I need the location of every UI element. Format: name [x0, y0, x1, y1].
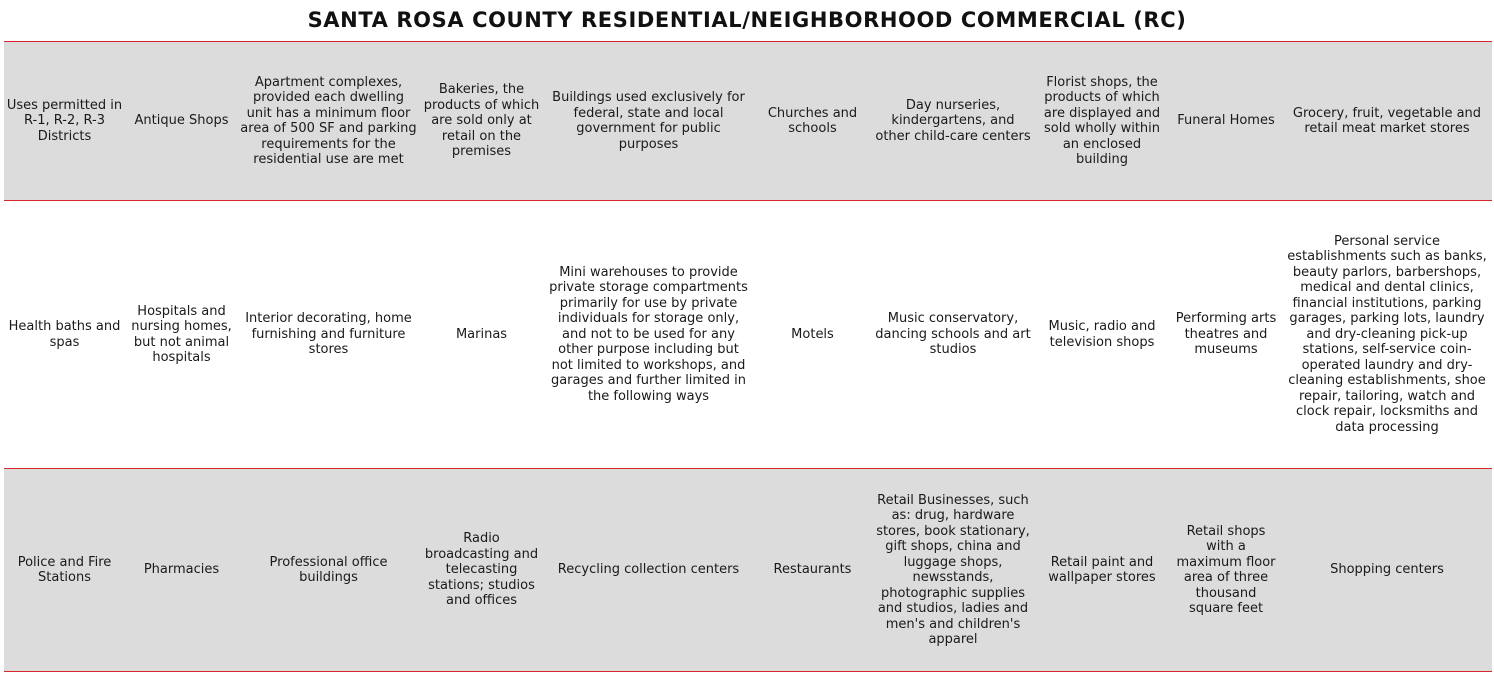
table-row: [4, 201, 1492, 469]
page-title: SANTA ROSA COUNTY RESIDENTIAL/NEIGHBORHOOD COMMERCIAL (RC): [307, 8, 1187, 32]
table-cell: Apartment complexes, provided each dwelling unit has a minimum floor area of 500 SF and parking requirements for the residential use are met: [238, 42, 419, 201]
table-cell: Funeral Homes: [1170, 42, 1282, 201]
table-cell: Mini warehouses to provide private storage compartments primarily for use by private individuals for storage only, and not to be used for any other purpose including but not limited to workshops, and garages and further limited in the following ways: [544, 201, 753, 469]
table-cell: Music, radio and television shops: [1034, 201, 1170, 469]
table-cell: Pharmacies: [125, 469, 238, 672]
table-cell: Grocery, fruit, vegetable and retail meat market stores: [1282, 42, 1492, 201]
table-cell: Day nurseries, kindergartens, and other child-care centers: [872, 42, 1034, 201]
table-cell: Bakeries, the products of which are sold only at retail on the premises: [419, 42, 544, 201]
table-cell: Motels: [753, 201, 872, 469]
table-cell: Buildings used exclusively for federal, state and local government for public purposes: [544, 42, 753, 201]
table-cell: Antique Shops: [125, 42, 238, 201]
table-row: [4, 42, 1492, 201]
table-cell: Shopping centers: [1282, 469, 1492, 672]
table-row: [4, 469, 1492, 672]
table-cell: Personal service establishments such as banks, beauty parlors, barbershops, medical and dental clinics, financial institutions, parking garages, parking lots, laundry and dry-cleaning pick-up stations, self-service coin-operated laundry and dry-cleaning establishments, shoe repair, tailoring, watch and clock repair, locksmiths and data processing: [1282, 201, 1492, 469]
table-cell: Retail shops with a maximum floor area of three thousand square feet: [1170, 469, 1282, 672]
table-cell: Police and Fire Stations: [4, 469, 125, 672]
table-cell: Health baths and spas: [4, 201, 125, 469]
table-cell: Recycling collection centers: [544, 469, 753, 672]
table-cell: Churches and schools: [753, 42, 872, 201]
table-cell: Florist shops, the products of which are displayed and sold wholly within an enclosed building: [1034, 42, 1170, 201]
table-cell: Restaurants: [753, 469, 872, 672]
table-cell: Professional office buildings: [238, 469, 419, 672]
table-cell: Uses permitted in R-1, R-2, R-3 Districts: [4, 42, 125, 201]
table-cell: Retail Businesses, such as: drug, hardware stores, book stationary, gift shops, china and luggage shops, newsstands, photographic supplies and studios, ladies and men's and children's apparel: [872, 469, 1034, 672]
table-cell: Radio broadcasting and telecasting stations; studios and offices: [419, 469, 544, 672]
table-cell: Performing arts theatres and museums: [1170, 201, 1282, 469]
table-cell: Hospitals and nursing homes, but not animal hospitals: [125, 201, 238, 469]
table-cell: Retail paint and wallpaper stores: [1034, 469, 1170, 672]
table-cell: Interior decorating, home furnishing and furniture stores: [238, 201, 419, 469]
table-cell: Music conservatory, dancing schools and art studios: [872, 201, 1034, 469]
table-cell: Marinas: [419, 201, 544, 469]
permitted-uses-table: [4, 41, 1492, 672]
